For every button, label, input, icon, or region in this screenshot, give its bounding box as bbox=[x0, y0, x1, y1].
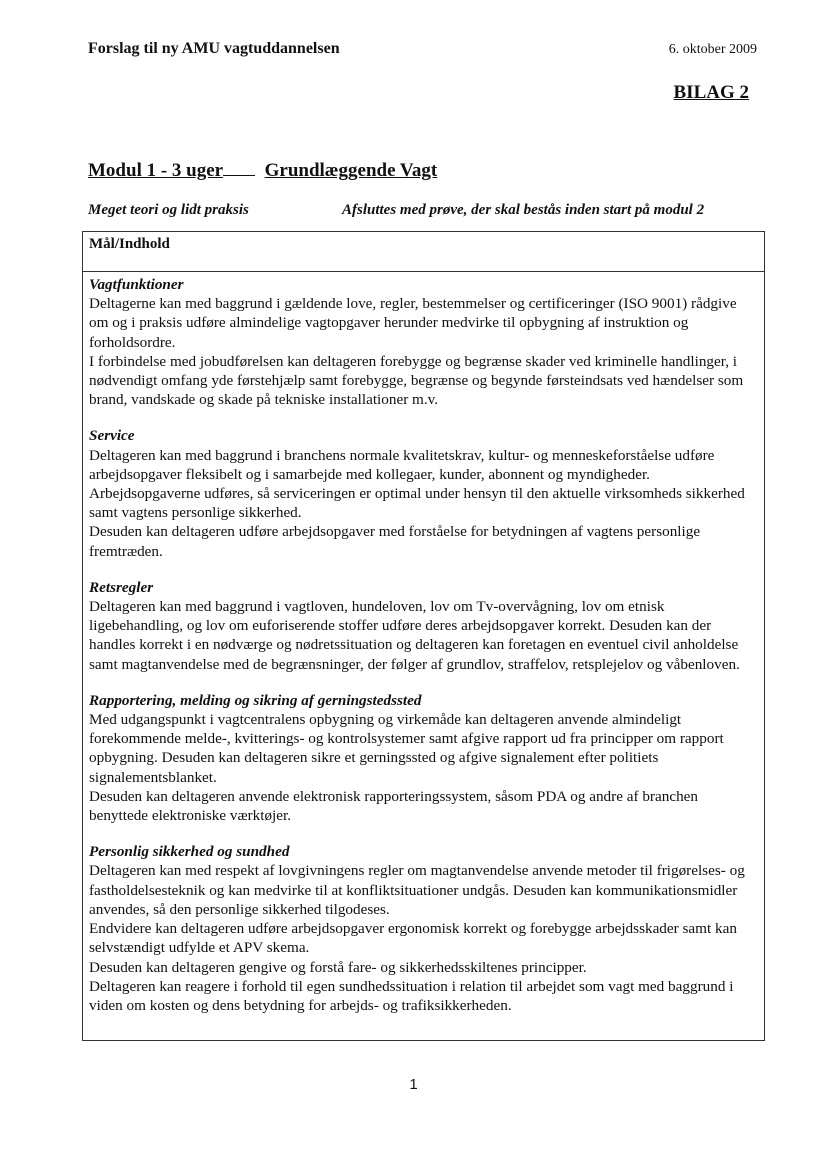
section-vagtfunktioner bbox=[89, 275, 758, 409]
module-label: Modul 1 - 3 uger bbox=[88, 160, 224, 181]
section-retsregler bbox=[89, 578, 758, 674]
section-paragraph: Deltageren kan med baggrund i vagtloven, hundeloven, lov om Tv-overvågning, lov om etnisk ligebehandling, og lov om euforiserende stoffer udføre deres arbejdsopgaver korrekt. Desuden kan der handles korrekt i en nødværge og nødretssituation og deltageren kan foretagen en eventuel civil anholdelse samt magtanvendelse med de begrænsninger, der følger af grundlov, straffelov, retsplejelov og våbenloven. bbox=[89, 598, 740, 673]
section-title: Retsregler bbox=[89, 578, 154, 596]
section-paragraph: Desuden kan deltageren udføre arbejdsopgaver med forståelse for betydningen af vagtens personlige fremtræden. bbox=[89, 523, 701, 560]
section-paragraph: Deltageren kan med baggrund i branchens normale kvalitetskrav, kultur- og menneskeforståelse udføre arbejdsopgaver fleksibelt og i samarbejde med kollegaer, kunder, abonnent og myndigheder. Arbejdsopgaverne udføres, så serviceringen er optimal under hensyn til den aktuelle virksomheds sikkerhed samt vagtens personlige sikkerhed. bbox=[89, 446, 745, 522]
section-title: Vagtfunktioner bbox=[89, 276, 184, 293]
section-rapportering bbox=[89, 691, 758, 825]
document-header-title: Forslag til ny AMU vagtuddannelsen bbox=[88, 40, 340, 57]
section-paragraph: Endvidere kan deltageren udføre arbejdsopgaver ergonomisk korrekt og forebygge arbejdsskader samt kan selvstændigt udfylde et APV skema. bbox=[89, 920, 737, 957]
content-table-body bbox=[83, 272, 764, 1015]
section-paragraph: Deltageren kan med respekt af lovgivningens regler om magtanvendelse anvende metoder til frigørelses- og fastholdelsesteknik og kan medvirke til at konfliktsituationer undgås. Desuden kan kommunikationsmidler anvendes, så den personlige sikkerhed tilgodeses. bbox=[89, 862, 745, 918]
section-paragraph: Deltageren kan reagere i forhold til egen sundhedssituation i relation til arbejdet som vagt med baggrund i viden om kosten og dens betydning for arbejds- og trafiksikkerheden. bbox=[89, 977, 734, 1014]
section-title: Personlig sikkerhed og sundhed bbox=[89, 843, 290, 861]
module-subtitle-left: Meget teori og lidt praksis bbox=[88, 202, 249, 218]
section-paragraph: Desuden kan deltageren gengive og forstå fare- og sikkerhedsskiltenes principper. bbox=[89, 958, 587, 976]
section-paragraph: Deltagerne kan med baggrund i gældende love, regler, bestemmelser og certificeringer (ISO 9001) rådgive om og i praksis udføre almindelige vagtopgaver herunder medvirke til opbygning af instruktion og forholdsordre. bbox=[89, 295, 737, 351]
section-title: Service bbox=[89, 427, 135, 445]
section-service bbox=[89, 426, 758, 560]
appendix-label: BILAG 2 bbox=[673, 82, 749, 103]
content-table-header: Mål/Indhold bbox=[83, 232, 764, 272]
heading-underline-spacer bbox=[223, 174, 255, 176]
section-title: Rapportering, melding og sikring af gerningstedssted bbox=[89, 691, 422, 709]
document-date: 6. oktober 2009 bbox=[668, 42, 757, 57]
module-topic: Grundlæggende Vagt bbox=[264, 160, 438, 181]
section-paragraph: Med udgangspunkt i vagtcentralens opbygning og virkemåde kan deltageren anvende almindeligt forekommende melde-, kvitterings- og kontrolsystemer samt afgive rapport ud fra principper om rapport opbygning. Desuden kan deltageren sikre et gerningssted og afgive signalement efter politiets signalementsblanket. bbox=[89, 711, 724, 786]
section-paragraph: Desuden kan deltageren anvende elektronisk rapporteringssystem, såsom PDA og andre af branchen benyttede elektroniske værktøjer. bbox=[89, 787, 698, 825]
page-number: 1 bbox=[409, 1076, 418, 1093]
content-table bbox=[82, 231, 765, 1041]
module-heading bbox=[88, 160, 437, 182]
section-personlig-sikkerhed bbox=[89, 842, 758, 1015]
module-subtitle-right: Afsluttes med prøve, der skal bestås inden start på modul 2 bbox=[342, 202, 705, 218]
section-paragraph: I forbindelse med jobudførelsen kan deltageren forebygge og begrænse skader ved kriminelle handlinger, i nødvendigt omfang yde førstehjælp samt forebygge, begrænse og begynde førsteindsats ved hændelser som brand, vandskade og skade på tekniske installationer m.v. bbox=[89, 352, 744, 409]
